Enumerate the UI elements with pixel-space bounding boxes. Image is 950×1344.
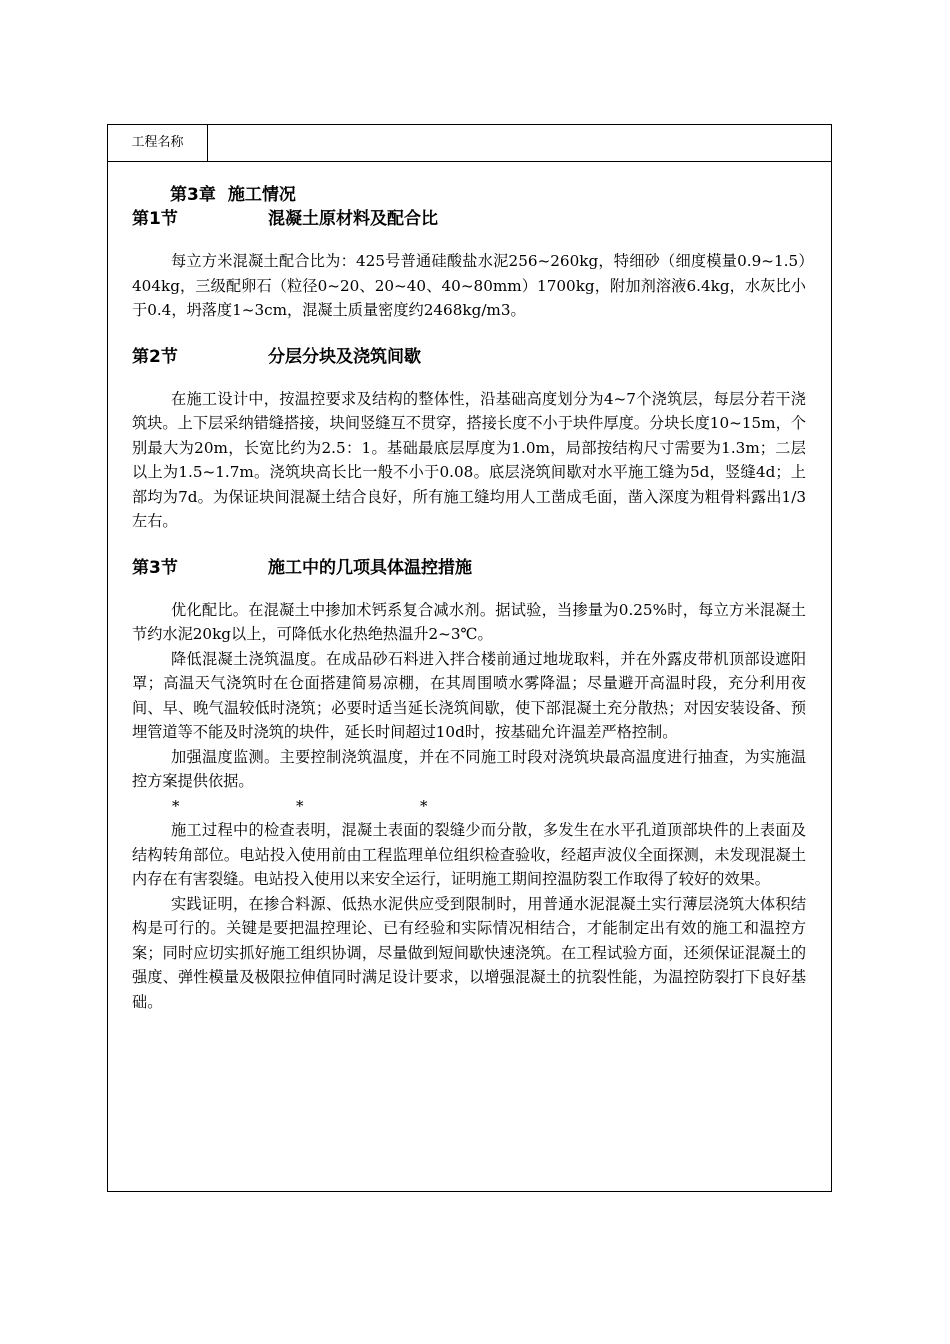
section-title: 施工中的几项具体温控措施 bbox=[268, 557, 472, 578]
paragraph: 优化配比。在混凝土中掺加术钙系复合减水剂。据试验，当掺量为0.25%时，每立方米混凝土节约水泥20kg以上，可降低水化热绝热温升2~3℃。 bbox=[132, 600, 806, 643]
section-separator bbox=[132, 794, 806, 819]
document-form bbox=[107, 124, 832, 1192]
paragraph: 在施工设计中，按温控要求及结构的整体性，沿基础高度划分为4~7个浇筑层，每层分若干浇筑块。上下层采纳错缝搭接，块间竖缝互不贯穿，搭接长度不小于块件厚度。分块长度10~15m，个别最大为20m，长宽比约为2.5：1。基础最底层厚度为1.0m，局部按结构尺寸需要为1.3m；二层以上为1.5~1.7m。浇筑块高长比一般不小于0.08。底层浇筑间歇对水平施工缝为5d，竖缝4d；上部均为7d。为保证块间混凝土结合良好，所有施工缝均用人工凿成毛面，凿入深度为粗骨料露出1/3左右。 bbox=[132, 389, 806, 530]
paragraph: 实践证明，在掺合料源、低热水泥供应受到限制时，用普通水泥混凝土实行薄层浇筑大体积结构是可行的。关键是要把温控理论、已有经验和实际情况相结合，才能制定出有效的施工和温控方案；同时应切实抓好施工组织协调，尽量做到短间歇快速浇筑。在工程试验方面，还须保证混凝土的强度、弹性模量及极限拉伸值同时满足设计要求，以增强混凝土的抗裂性能，为温控防裂打下良好基础。 bbox=[132, 894, 806, 1011]
chapter-heading bbox=[170, 183, 806, 207]
paragraph: 加强温度监测。主要控制浇筑温度，并在不同施工时段对浇筑块最高温度进行抽查，为实施温控方案提供依据。 bbox=[132, 747, 806, 790]
section-2-heading bbox=[132, 345, 806, 369]
section-number: 第3节 bbox=[132, 557, 178, 578]
project-name-label: 工程名称 bbox=[108, 125, 208, 161]
section-title: 分层分块及浇筑间歇 bbox=[268, 346, 421, 367]
separator-star: * bbox=[420, 796, 428, 815]
header-row bbox=[108, 125, 831, 162]
section-number: 第2节 bbox=[132, 346, 178, 367]
section-number: 第1节 bbox=[132, 209, 178, 229]
separator-star: * bbox=[296, 796, 304, 815]
section-title: 混凝土原材料及配合比 bbox=[268, 209, 438, 229]
project-name-value bbox=[208, 125, 831, 161]
section-3-heading bbox=[132, 556, 806, 580]
paragraph: 每立方米混凝土配合比为：425号普通硅酸盐水泥256~260kg，特细砂（细度模量0.9~1.5）404kg，三级配卵石（粒径0~20、20~40、40~80mm）1700kg，附加剂溶液6.4kg，水灰比小于0.4，坍落度1~3cm，混凝土质量密度约2468kg/m3。 bbox=[132, 252, 806, 319]
separator-star: * bbox=[172, 796, 180, 815]
chapter-number: 第3章 bbox=[170, 185, 216, 205]
chapter-title: 施工情况 bbox=[227, 185, 296, 205]
document-body bbox=[132, 183, 806, 1014]
section-1-heading bbox=[132, 207, 806, 231]
paragraph: 施工过程中的检查表明，混凝土表面的裂缝少而分散，多发生在水平孔道顶部块件的上表面及结构转角部位。电站投入使用前由工程监理单位组织检查验收，经超声波仪全面探测，未发现混凝土内存在有害裂缝。电站投入使用以来安全运行，证明施工期间控温防裂工作取得了较好的效果。 bbox=[132, 821, 806, 888]
paragraph: 降低混凝土浇筑温度。在成品砂石料进入拌合楼前通过地垅取料，并在外露皮带机顶部设遮阳罩；高温天气浇筑时在仓面搭建简易凉棚，在其周围喷水雾降温；尽量避开高温时段，充分利用夜间、早、晚气温较低时浇筑；必要时适当延长浇筑间歇，使下部混凝土充分散热；对因安装设备、预埋管道等不能及时浇筑的块件，延长时间超过10d时，按基础允许温差严格控制。 bbox=[132, 649, 806, 741]
